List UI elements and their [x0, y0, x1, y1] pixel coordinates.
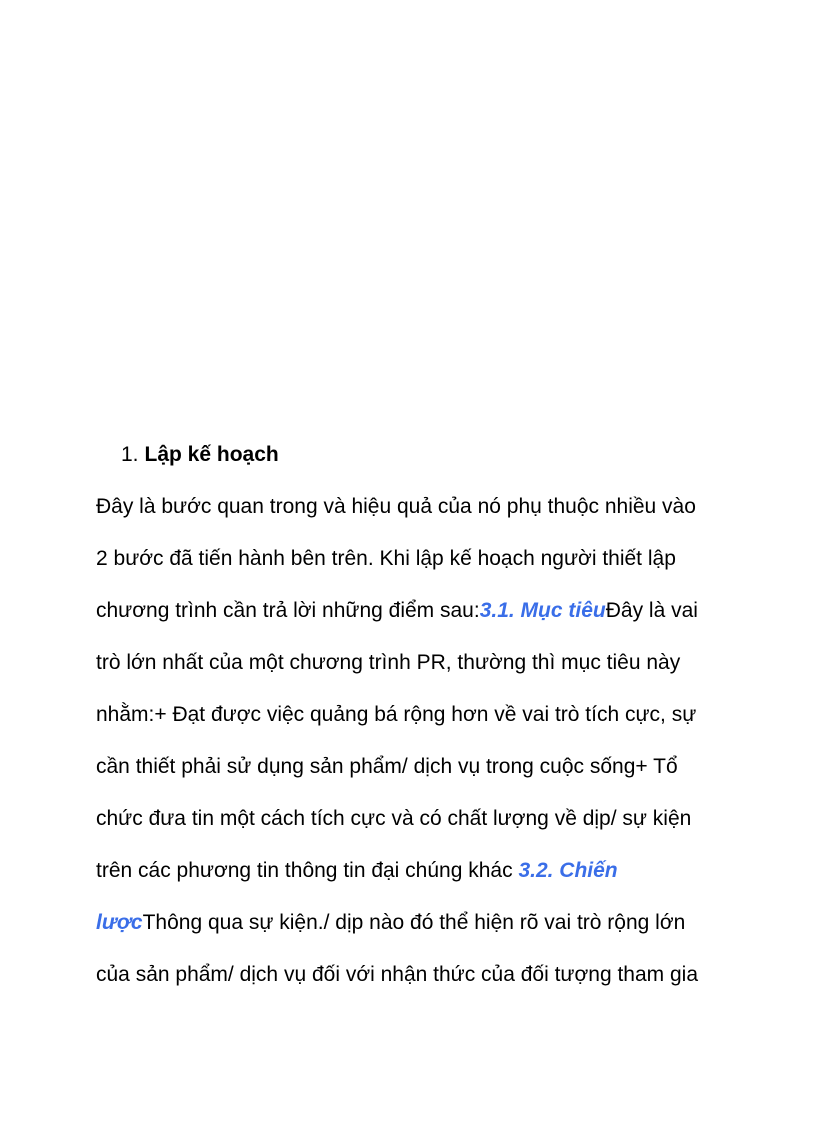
line-text: chức đưa tin một cách tích cực và có chất lượng về dịp/ sự kiện [96, 807, 692, 830]
line-text: nhằm:+ Đạt được việc quảng bá rộng hơn về vai trò tích cực, sự [96, 703, 697, 726]
paragraph-line [96, 649, 680, 677]
paragraph-line [96, 493, 696, 521]
line-text: Thông qua sự kiện./ dịp nào đó thể hiện rõ vai trò rộng lớn [142, 911, 686, 934]
paragraph-line [96, 597, 698, 625]
paragraph-line [96, 701, 696, 729]
line-text: 2 bước đã tiến hành bên trên. Khi lập kế hoạch người thiết lập [96, 547, 676, 570]
line-text: của sản phẩm/ dịch vụ đối với nhận thức của đối tượng tham gia [96, 963, 698, 986]
paragraph-line [96, 857, 618, 885]
heading-number: 1. [121, 443, 139, 466]
paragraph-line [96, 961, 698, 989]
subheading-chien-luoc: 3.2. Chiến [518, 859, 618, 882]
paragraph-line [96, 909, 685, 937]
line-text: Đây là bước quan trong và hiệu quả của nó phụ thuộc nhiều vào [96, 495, 696, 518]
line-text: Đây là vai [605, 599, 698, 622]
line-text: chương trình cần trả lời những điểm sau: [96, 599, 480, 622]
subheading-muc-tieu: 3.1. Mục tiêu [479, 599, 606, 622]
line-text: trò lớn nhất của một chương trình PR, thường thì mục tiêu này [96, 651, 681, 674]
paragraph-line [96, 805, 691, 833]
subheading-chien-luoc-cont: lược [96, 911, 143, 934]
section-heading [121, 441, 279, 469]
paragraph-line [96, 753, 678, 781]
line-text: trên các phương tin thông tin đại chúng khác [96, 859, 519, 882]
paragraph-line [96, 545, 676, 573]
heading-title: Lập kế hoạch [144, 443, 279, 466]
line-text: cần thiết phải sử dụng sản phẩm/ dịch vụ trong cuộc sống+ Tổ [96, 755, 678, 778]
